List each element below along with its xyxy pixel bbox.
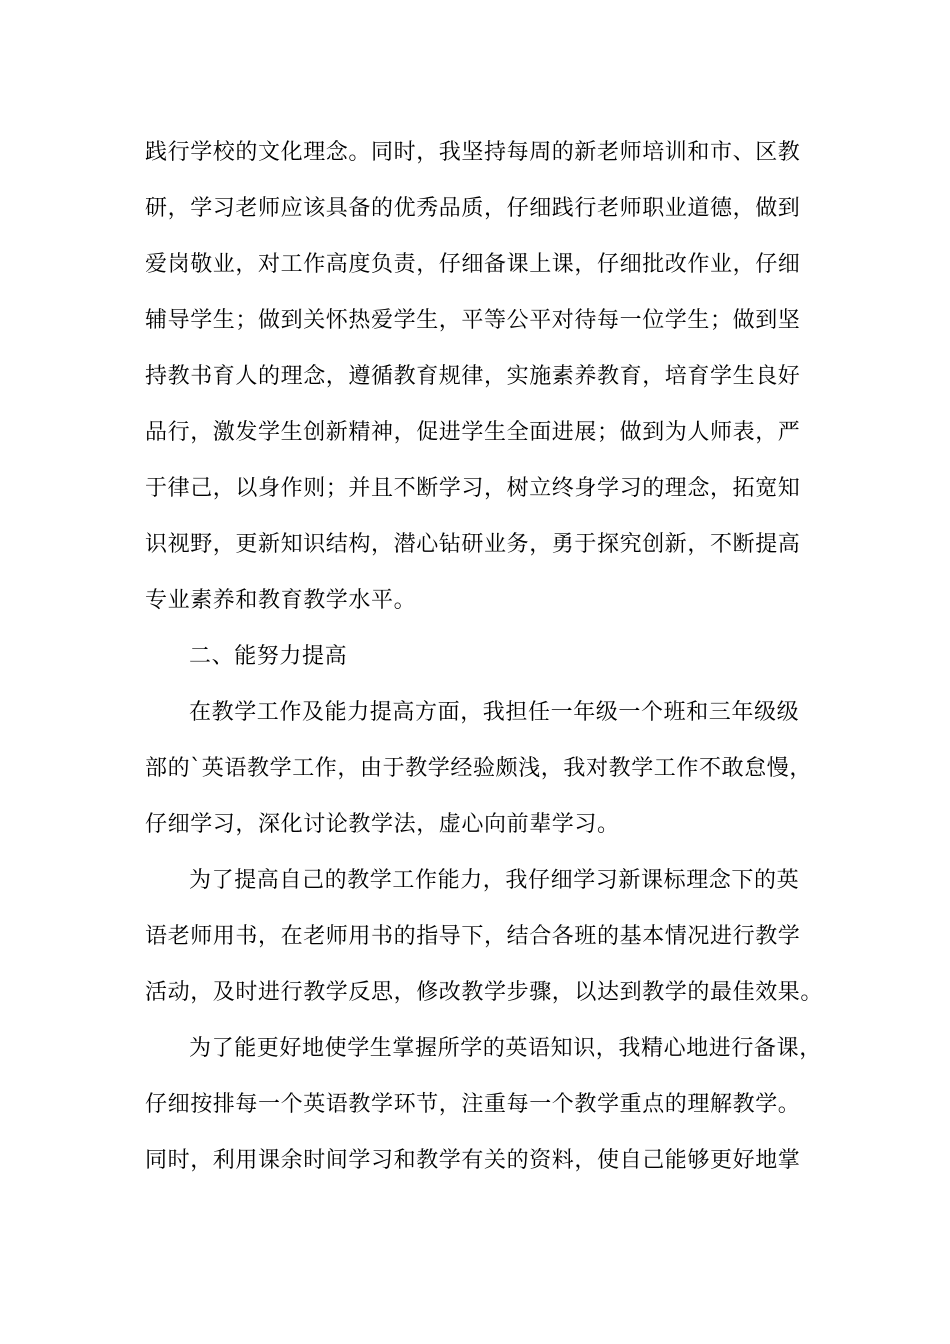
text-line: 为了能更好地使学生掌握所学的英语知识，我精心地进行备课， xyxy=(189,1036,822,1061)
text-line: 仔细学习，深化讨论教学法，虚心向前辈学习。 xyxy=(145,812,620,837)
text-line: 品行，激发学生创新精神，促进学生全面进展；做到为人师表，严 xyxy=(145,420,801,445)
text-line: 在教学工作及能力提高方面，我担任一年级一个班和三年级级 xyxy=(189,700,800,725)
text-line: 语老师用书，在老师用书的指导下，结合各班的基本情况进行教学 xyxy=(145,924,801,949)
text-line: 爱岗敬业，对工作高度负责，仔细备课上课，仔细批改作业，仔细 xyxy=(145,252,801,277)
text-line: 活动，及时进行教学反思，修改教学步骤，以达到教学的最佳效果。 xyxy=(145,980,824,1005)
text-line: 识视野，更新知识结构，潜心钻研业务，勇于探究创新，不断提高 xyxy=(145,532,801,557)
section-heading: 二、能努力提高 xyxy=(189,644,348,669)
text-line: 同时，利用课余时间学习和教学有关的资料，使自己能够更好地掌 xyxy=(145,1148,801,1173)
text-line: 于律己，以身作则；并且不断学习，树立终身学习的理念，拓宽知 xyxy=(145,476,801,501)
text-line: 专业素养和教育教学水平。 xyxy=(145,588,417,613)
text-line: 研，学习老师应该具备的优秀品质，仔细践行老师职业道德，做到 xyxy=(145,196,801,221)
text-line: 仔细按排每一个英语教学环节，注重每一个教学重点的理解教学。 xyxy=(145,1092,801,1117)
text-line: 辅导学生；做到关怀热爱学生，平等公平对待每一位学生；做到坚 xyxy=(145,308,801,333)
text-line: 践行学校的文化理念。同时，我坚持每周的新老师培训和市、区教 xyxy=(145,140,801,165)
text-line: 部的`英语教学工作，由于教学经验颇浅，我对教学工作不敢怠慢， xyxy=(145,756,813,781)
text-line: 持教书育人的理念，遵循教育规律，实施素养教育，培育学生良好 xyxy=(145,364,801,389)
text-line: 为了提高自己的教学工作能力，我仔细学习新课标理念下的英 xyxy=(189,868,800,893)
